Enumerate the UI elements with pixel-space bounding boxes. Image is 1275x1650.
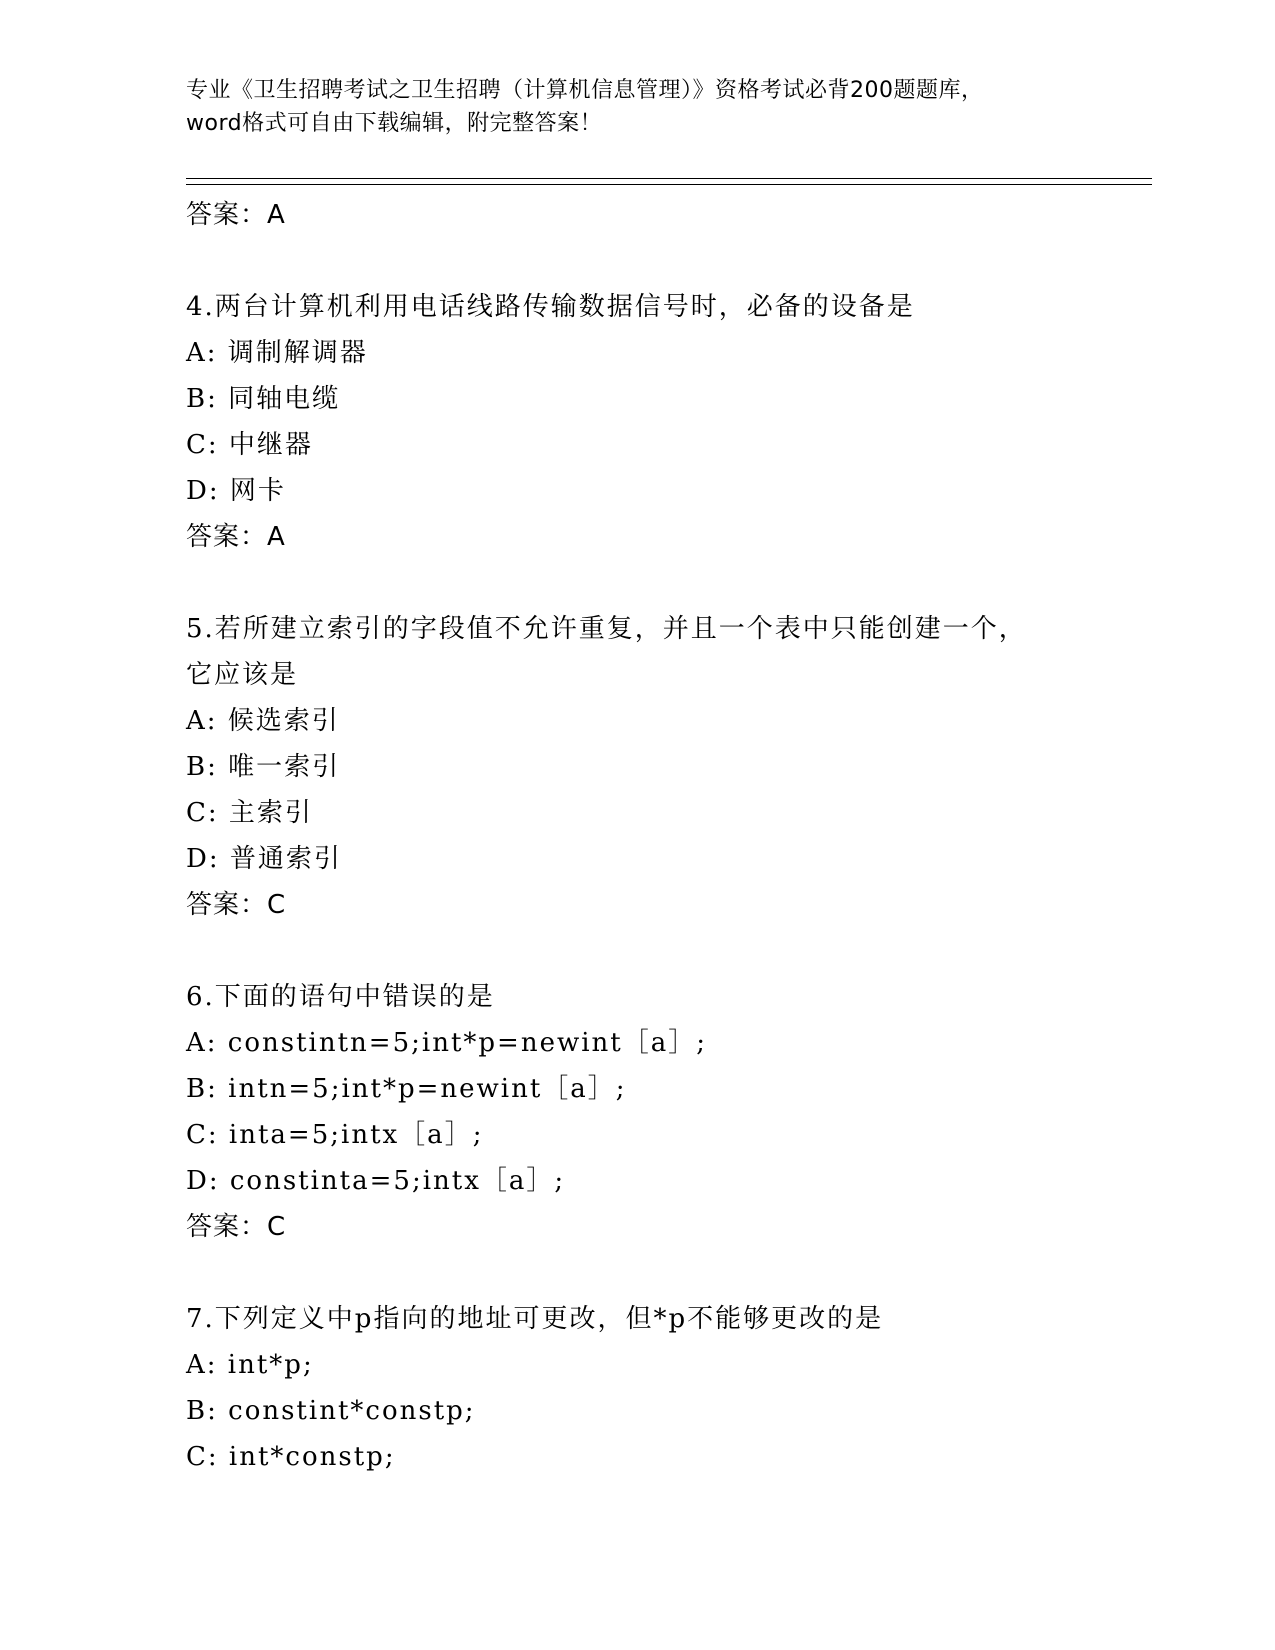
question-7 xyxy=(186,1296,1152,1480)
spacer xyxy=(186,1250,1152,1296)
document-header xyxy=(186,74,1086,140)
question-5 xyxy=(186,606,1152,928)
question-text: 6.下面的语句中错误的是 xyxy=(186,982,495,1012)
answer-line: 答案：C xyxy=(186,890,287,920)
option-a: A: 候选索引 xyxy=(186,706,340,736)
question-4 xyxy=(186,284,1152,560)
option-b: B: intn=5;int*p=newint［a］; xyxy=(186,1074,627,1104)
option-a: A: int*p; xyxy=(186,1350,314,1380)
question-text: 4.两台计算机利用电话线路传输数据信号时，必备的设备是 xyxy=(186,292,915,322)
header-line-1: 专业《卫生招聘考试之卫生招聘（计算机信息管理）》资格考试必背200题题库， xyxy=(186,78,984,103)
option-c: C: int*constp; xyxy=(186,1442,396,1472)
option-d: D: 普通索引 xyxy=(186,844,342,874)
spacer xyxy=(186,560,1152,606)
header-divider xyxy=(186,178,1152,185)
answer-line: 答案：A xyxy=(186,200,286,230)
question-text: 7.下列定义中p指向的地址可更改，但*p不能够更改的是 xyxy=(186,1304,884,1334)
option-c: C: inta=5;intx［a］; xyxy=(186,1120,484,1150)
header-line-2: word格式可自由下载编辑，附完整答案！ xyxy=(186,111,603,136)
option-a: A: constintn=5;int*p=newint［a］; xyxy=(186,1028,707,1058)
option-c: C: 中继器 xyxy=(186,430,313,460)
question-6 xyxy=(186,974,1152,1250)
option-b: B: constint*constp; xyxy=(186,1396,476,1426)
option-d: D: constinta=5;intx［a］; xyxy=(186,1166,566,1196)
option-c: C: 主索引 xyxy=(186,798,313,828)
spacer xyxy=(186,238,1152,284)
option-b: B: 唯一索引 xyxy=(186,752,341,782)
option-a: A: 调制解调器 xyxy=(186,338,368,368)
question-text-continued: 它应该是 xyxy=(186,660,299,690)
answer-line: 答案：A xyxy=(186,522,286,552)
document-body xyxy=(186,192,1152,1480)
answer-line: 答案：C xyxy=(186,1212,287,1242)
question-text: 5.若所建立索引的字段值不允许重复，并且一个表中只能创建一个， xyxy=(186,614,1027,644)
option-d: D: 网卡 xyxy=(186,476,286,506)
option-b: B: 同轴电缆 xyxy=(186,384,341,414)
spacer xyxy=(186,928,1152,974)
